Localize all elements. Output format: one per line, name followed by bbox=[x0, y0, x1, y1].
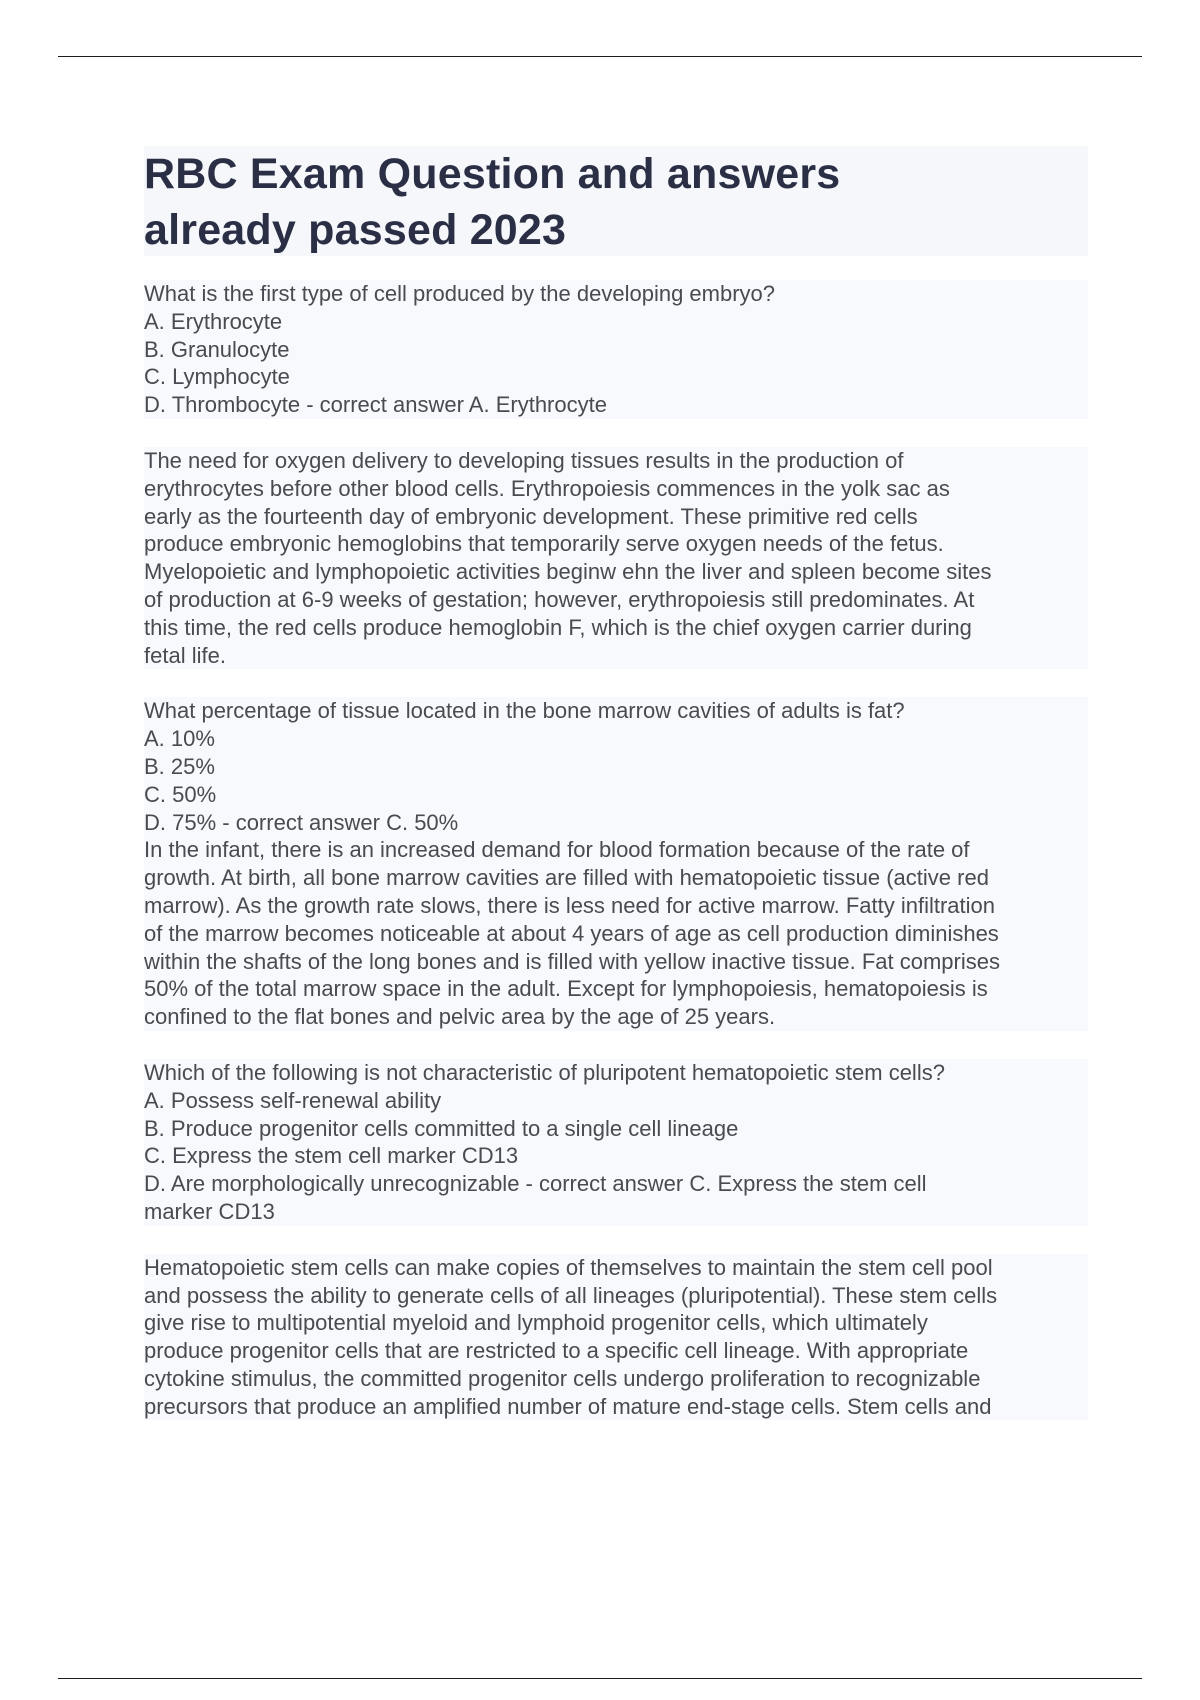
explanation-3-line: Hematopoietic stem cells can make copies of themselves to maintain the stem cell pool bbox=[144, 1254, 993, 1280]
explanation-1-line: Myelopoietic and lymphopoietic activities beginw ehn the liver and spleen become sites bbox=[144, 559, 992, 585]
explanation-3-line: produce progenitor cells that are restricted to a specific cell lineage. With appropriate bbox=[144, 1338, 969, 1364]
question-3-option-c: C. Express the stem cell marker CD13 bbox=[144, 1143, 519, 1169]
explanation-1-line: produce embryonic hemoglobins that temporarily serve oxygen needs of the fetus. bbox=[144, 531, 944, 557]
explanation-1 bbox=[144, 447, 1088, 669]
explanation-3 bbox=[144, 1254, 1088, 1421]
question-2 bbox=[144, 697, 1088, 836]
question-2-option-c: C. 50% bbox=[144, 781, 217, 807]
footer-rule bbox=[58, 1678, 1142, 1679]
question-1-option-c: C. Lymphocyte bbox=[144, 364, 290, 390]
explanation-1-line: of production at 6-9 weeks of gestation; however, erythropoiesis still predominates. At bbox=[144, 586, 975, 612]
question-3-option-d-answer: D. Are morphologically unrecognizable - correct answer C. Express the stem cell bbox=[144, 1171, 927, 1197]
explanation-1-line: early as the fourteenth day of embryonic development. These primitive red cells bbox=[144, 503, 918, 529]
question-1-option-b: B. Granulocyte bbox=[144, 336, 290, 362]
question-3-option-b: B. Produce progenitor cells committed to a single cell lineage bbox=[144, 1115, 739, 1141]
explanation-1-line: erythrocytes before other blood cells. Erythropoiesis commences in the yolk sac as bbox=[144, 475, 950, 501]
explanation-2-line: confined to the flat bones and pelvic area by the age of 25 years. bbox=[144, 1004, 776, 1030]
question-3-stem: Which of the following is not characteristic of pluripotent hematopoietic stem cells? bbox=[144, 1059, 945, 1085]
question-1-option-a: A. Erythrocyte bbox=[144, 308, 283, 334]
explanation-1-line: fetal life. bbox=[144, 642, 226, 668]
explanation-3-line: give rise to multipotential myeloid and lymphoid progenitor cells, which ultimately bbox=[144, 1310, 928, 1336]
question-1-option-d-answer: D. Thrombocyte - correct answer A. Erythrocyte bbox=[144, 392, 607, 418]
explanation-1-line: The need for oxygen delivery to developing tissues results in the production of bbox=[144, 447, 904, 473]
title-line: RBC Exam Question and answers bbox=[144, 150, 841, 198]
question-3 bbox=[144, 1059, 1088, 1226]
explanation-2-line: within the shafts of the long bones and is filled with yellow inactive tissue. Fat comprises bbox=[144, 948, 1000, 974]
title-box bbox=[144, 146, 1088, 256]
question-2-option-d-answer: D. 75% - correct answer C. 50% bbox=[144, 809, 459, 835]
explanation-2-line: of the marrow becomes noticeable at about 4 years of age as cell production diminishes bbox=[144, 920, 999, 946]
header-rule bbox=[58, 56, 1142, 57]
explanation-2-line: In the infant, there is an increased demand for blood formation because of the rate of bbox=[144, 837, 970, 863]
title-line: already passed 2023 bbox=[144, 206, 567, 254]
explanation-3-line: and possess the ability to generate cells of all lineages (pluripotential). These stem cells bbox=[144, 1282, 998, 1308]
explanation-2-line: growth. At birth, all bone marrow cavities are filled with hematopoietic tissue (active red bbox=[144, 865, 989, 891]
explanation-2-line: 50% of the total marrow space in the adult. Except for lymphopoiesis, hematopoiesis is bbox=[144, 976, 988, 1002]
question-1-stem: What is the first type of cell produced by the developing embryo? bbox=[144, 281, 776, 306]
explanation-2-line: marrow). As the growth rate slows, there is less need for active marrow. Fatty infiltration bbox=[144, 892, 995, 918]
question-2-option-b: B. 25% bbox=[144, 753, 215, 779]
question-2-stem: What percentage of tissue located in the bone marrow cavities of adults is fat? bbox=[144, 698, 905, 724]
question-2-option-a: A. 10% bbox=[144, 726, 215, 752]
question-1 bbox=[144, 280, 1088, 419]
document-title bbox=[144, 146, 1088, 258]
question-3-answer-continued: marker CD13 bbox=[144, 1198, 275, 1224]
question-3-option-a: A. Possess self-renewal ability bbox=[144, 1087, 442, 1113]
explanation-3-line: cytokine stimulus, the committed progenitor cells undergo proliferation to recognizable bbox=[144, 1365, 981, 1391]
explanation-1-line: this time, the red cells produce hemoglobin F, which is the chief oxygen carrier during bbox=[144, 614, 972, 640]
explanation-3-line: precursors that produce an amplified number of mature end-stage cells. Stem cells and bbox=[144, 1393, 992, 1419]
explanation-2 bbox=[144, 836, 1088, 1031]
document-body bbox=[144, 146, 1088, 1448]
